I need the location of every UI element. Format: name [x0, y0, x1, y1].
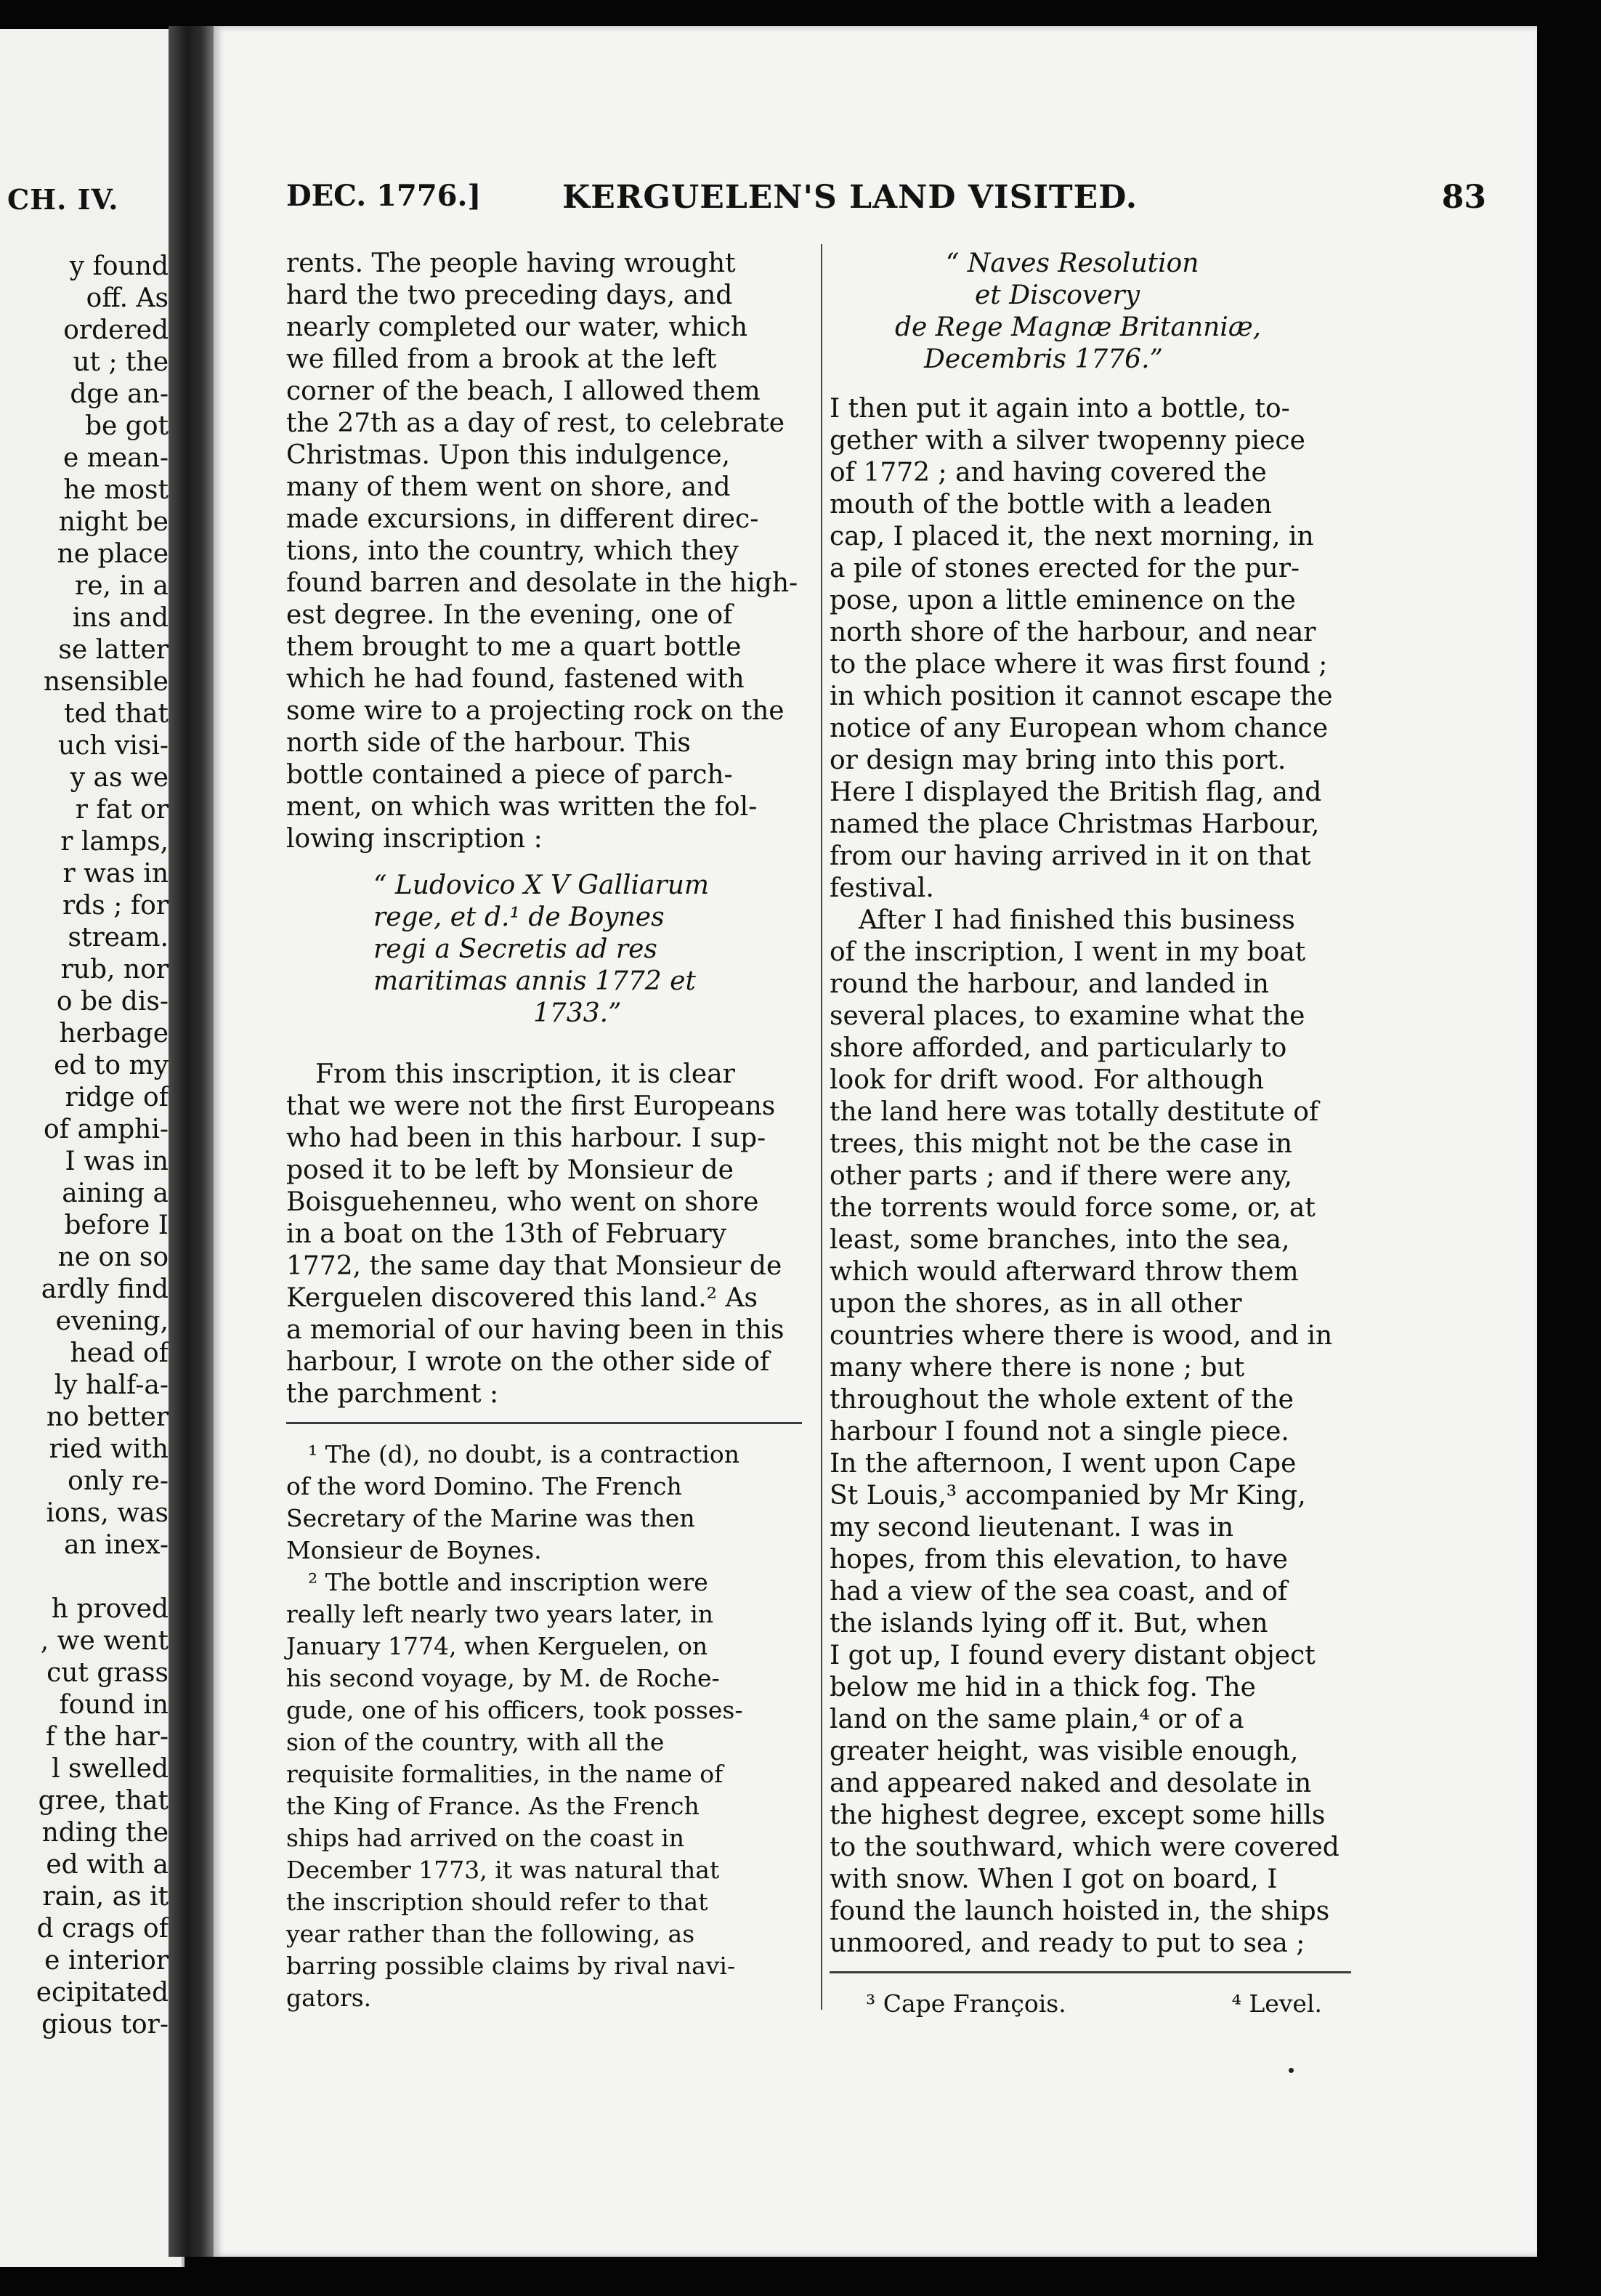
text-line: throughout the whole extent of the [830, 1385, 1294, 1415]
left-page-line: gious tor- [41, 2010, 169, 2040]
left-page-line: be got [85, 411, 169, 441]
inscription-line: “ Naves Resolution [946, 248, 1199, 278]
text-line: several places, to examine what the [830, 1001, 1305, 1031]
left-page-line: of amphi- [44, 1115, 169, 1144]
left-page-line: re, in a [74, 571, 169, 601]
latin-inscription-french [286, 870, 802, 1030]
text-line: the land here was totally destitute of [830, 1097, 1319, 1127]
text-line: in a boat on the 13th of February [286, 1219, 726, 1249]
text-line: greater height, was visible enough, [830, 1737, 1299, 1766]
text-line: land on the same plain,⁴ or of a [830, 1705, 1244, 1734]
text-line: to the place where it was first found ; [830, 650, 1328, 679]
text-line: hopes, from this elevation, to have [830, 1545, 1288, 1575]
text-line: many where there is none ; but [830, 1353, 1245, 1383]
left-column-paragraph-1 [286, 248, 802, 855]
left-page-line: rain, as it [42, 1882, 169, 1912]
left-page-line: off. As [86, 283, 169, 313]
footnote-line: Monsieur de Boynes. [286, 1536, 542, 1564]
left-page-line: r fat or [75, 795, 169, 825]
inscription-line: “ Ludovico X V Galliarum [373, 870, 710, 900]
left-page-line: he most [63, 475, 169, 505]
left-page-line: herbage [59, 1019, 169, 1048]
text-line: the 27th as a day of rest, to celebrate [286, 408, 785, 438]
left-page-line: ins and [72, 603, 169, 633]
footnote-line: ¹ The (d), no doubt, is a contraction [308, 1440, 739, 1468]
text-line: the torrents would force some, or, at [830, 1193, 1316, 1223]
footnotes-1-2 [286, 1439, 802, 2014]
left-page-line: uch visi- [58, 731, 169, 761]
page-number: 83 [1441, 179, 1486, 216]
text-line: some wire to a projecting rock on the [286, 696, 785, 726]
running-head-title: KERGUELEN'S LAND VISITED. [562, 179, 1138, 216]
footnote-line: requisite formalities, in the name of [286, 1760, 724, 1788]
text-line: gether with a silver twopenny piece [830, 426, 1305, 456]
text-line: round the harbour, and landed in [830, 969, 1269, 999]
footnote-rule-right [830, 1971, 1351, 1973]
text-line: named the place Christmas Harbour, [830, 809, 1320, 839]
left-page-line: ted that [64, 699, 169, 729]
text-line: tions, into the country, which they [286, 536, 739, 566]
footnote-line: gators. [286, 1984, 372, 2012]
left-page-line: only re- [68, 1466, 169, 1496]
text-line: of the inscription, I went in my boat [830, 937, 1306, 967]
footnote-line: Secretary of the Marine was then [286, 1504, 695, 1532]
text-line: from our having arrived in it on that [830, 841, 1311, 871]
text-line: of 1772 ; and having covered the [830, 458, 1267, 488]
left-page [0, 29, 185, 2267]
footnote-line: sion of the country, with all the [286, 1728, 665, 1756]
text-line: a pile of stones erected for the pur- [830, 554, 1300, 583]
text-line: Boisguehenneu, who went on shore [286, 1187, 759, 1217]
footnote-line: year rather than the following, as [286, 1920, 695, 1948]
left-page-line: nsensible [43, 667, 169, 697]
text-line: I got up, I found every distant object [830, 1641, 1316, 1670]
left-page-line: found in [59, 1690, 169, 1720]
text-line: Here I displayed the British flag, and [830, 777, 1322, 807]
footnote-line: gude, one of his officers, took posses- [286, 1696, 743, 1724]
inscription-line: maritimas annis 1772 et [373, 966, 696, 996]
text-line: lowing inscription : [286, 824, 543, 854]
left-page-line: y as we [70, 763, 169, 793]
inscription-line: Decembris 1776.” [924, 344, 1163, 374]
text-line: est degree. In the evening, one of [286, 600, 733, 630]
left-page-line: y found [69, 251, 169, 281]
footnote-3: ³ Cape François. [866, 1989, 1066, 2018]
left-page-line: aining a [62, 1179, 169, 1208]
left-page-line: se latter [58, 635, 169, 665]
text-line: harbour, I wrote on the other side of [286, 1347, 770, 1377]
left-page-line: ed to my [54, 1051, 169, 1080]
text-line: which would afterward throw them [830, 1257, 1299, 1287]
footnote-line: January 1774, when Kerguelen, on [286, 1632, 708, 1660]
text-line: found the launch hoisted in, the ships [830, 1896, 1330, 1926]
text-line: north side of the harbour. This [286, 728, 691, 758]
text-line: or design may bring into this port. [830, 745, 1286, 775]
inscription-line: regi a Secretis ad res [373, 934, 657, 964]
text-line: had a view of the sea coast, and of [830, 1577, 1288, 1606]
text-line: After I had finished this business [859, 905, 1295, 935]
footnote-line: ships had arrived on the coast in [286, 1824, 685, 1852]
left-page-line: evening, [55, 1306, 169, 1336]
left-page-line: no better [46, 1402, 169, 1432]
right-column [830, 248, 1351, 2020]
left-page-line: ut ; the [73, 347, 169, 377]
text-line: many of them went on shore, and [286, 472, 731, 502]
left-page-line: stream. [68, 923, 169, 953]
left-page-line: before I [64, 1210, 169, 1240]
right-column-paragraph-1 [830, 393, 1351, 905]
footnote-line: ² The bottle and inscription were [308, 1568, 708, 1596]
text-line: shore afforded, and particularly to [830, 1033, 1287, 1063]
left-page-line: ordered [63, 315, 169, 345]
footnote-line: his second voyage, by M. de Roche- [286, 1664, 720, 1692]
left-page-line: r lamps, [60, 827, 169, 857]
footnote-line: December 1773, it was natural that [286, 1856, 720, 1884]
text-line: who had been in this harbour. I sup- [286, 1123, 766, 1153]
text-line: the islands lying off it. But, when [830, 1609, 1268, 1638]
footnote-line: really left nearly two years later, in [286, 1600, 714, 1628]
text-line: mouth of the bottle with a leaden [830, 490, 1272, 520]
inscription-line: de Rege Magnæ Britanniæ, [895, 312, 1262, 342]
text-line: the parchment : [286, 1379, 499, 1409]
text-line: them brought to me a quart bottle [286, 632, 742, 662]
text-line: trees, this might not be the case in [830, 1129, 1293, 1159]
text-line: ment, on which was written the fol- [286, 792, 758, 822]
left-page-line: ecipitated [36, 1978, 169, 2008]
left-page-line: an inex- [64, 1530, 169, 1560]
left-page-line: d crags of [36, 1914, 169, 1944]
inscription-line: rege, et d.¹ de Boynes [373, 902, 665, 932]
text-line: notice of any European whom chance [830, 714, 1329, 743]
left-page-line: ardly find [41, 1274, 169, 1304]
inscription-line: 1733.” [533, 998, 622, 1028]
text-line: a memorial of our having been in this [286, 1315, 785, 1345]
text-line: In the afternoon, I went upon Cape [830, 1449, 1297, 1479]
inscription-line: et Discovery [975, 280, 1140, 310]
left-page-line: h proved [51, 1594, 169, 1624]
text-line: bottle contained a piece of parch- [286, 760, 733, 790]
text-line: in which position it cannot escape the [830, 682, 1333, 711]
left-page-line: ions, was [46, 1498, 169, 1528]
left-page-line: ried with [49, 1434, 169, 1464]
right-page [214, 26, 1537, 2257]
left-page-line: ed with a [46, 1850, 169, 1880]
text-line: countries where there is wood, and in [830, 1321, 1333, 1351]
text-line: look for drift wood. For although [830, 1065, 1264, 1095]
left-page-line: e mean- [62, 443, 169, 473]
left-page-line: I was in [65, 1147, 169, 1176]
left-page-line: rds ; for [62, 891, 169, 921]
footnote-line: barring possible claims by rival navi- [286, 1952, 736, 1980]
left-page-line [0, 1561, 169, 1593]
text-line: harbour I found not a single piece. [830, 1417, 1289, 1447]
left-page-header: CH. IV. [7, 183, 119, 216]
column-rule [821, 244, 822, 2010]
left-page-line: , we went [40, 1626, 169, 1656]
left-page-line: nding the [41, 1818, 169, 1848]
text-line: pose, upon a little eminence on the [830, 586, 1296, 615]
text-line: posed it to be left by Monsieur de [286, 1155, 734, 1185]
text-line: and appeared naked and desolate in [830, 1769, 1312, 1798]
footnote-line: the King of France. As the French [286, 1792, 700, 1820]
text-line: which he had found, fastened with [286, 664, 745, 694]
footnote-line: of the word Domino. The French [286, 1472, 682, 1500]
text-line: From this inscription, it is clear [315, 1059, 735, 1089]
text-line: with snow. When I got on board, I [830, 1864, 1278, 1894]
text-line: that we were not the first Europeans [286, 1091, 776, 1121]
text-line: unmoored, and ready to put to sea ; [830, 1928, 1305, 1958]
latin-inscription-british [830, 248, 1351, 376]
left-page-line: r was in [62, 859, 169, 889]
text-line: to the southward, which were covered [830, 1832, 1339, 1862]
left-page-line: cut grass [46, 1658, 169, 1688]
left-page-line: head of [70, 1338, 169, 1368]
text-line: my second lieutenant. I was in [830, 1513, 1234, 1543]
text-line: nearly completed our water, which [286, 312, 748, 342]
left-column [286, 248, 802, 2014]
text-line: hard the two preceding days, and [286, 280, 733, 310]
text-line: festival. [830, 873, 934, 903]
text-line: the highest degree, except some hills [830, 1800, 1326, 1830]
left-page-line: ne on so [57, 1242, 169, 1272]
footnote-rule [286, 1422, 802, 1424]
left-page-line: f the har- [45, 1722, 169, 1752]
left-page-line: night be [58, 507, 169, 537]
left-page-line: ly half-a- [54, 1370, 169, 1400]
left-page-line: dge an- [70, 379, 169, 409]
running-head-date: DEC. 1776.] [286, 179, 482, 213]
book-gutter [169, 26, 215, 2257]
text-line: Christmas. Upon this indulgence, [286, 440, 731, 470]
right-column-paragraph-2 [830, 905, 1351, 1960]
left-page-line: ne place [57, 539, 169, 569]
left-page-line: rub, nor [60, 955, 169, 985]
left-page-line: gree, that [38, 1786, 169, 1816]
text-line: corner of the beach, I allowed them [286, 376, 761, 406]
text-line: below me hid in a thick fog. The [830, 1673, 1256, 1702]
left-page-line: o be dis- [56, 987, 169, 1016]
left-page-line: l swelled [52, 1754, 169, 1784]
text-line: other parts ; and if there were any, [830, 1161, 1293, 1191]
footnote-4: ⁴ Level. [1231, 1989, 1322, 2018]
text-line: Kerguelen discovered this land.² As [286, 1283, 758, 1313]
text-line: north shore of the harbour, and near [830, 618, 1316, 647]
text-line: St Louis,³ accompanied by Mr King, [830, 1481, 1306, 1511]
text-line: found barren and desolate in the high- [286, 568, 798, 598]
text-line: upon the shores, as in all other [830, 1289, 1242, 1319]
text-line: cap, I placed it, the next morning, in [830, 522, 1314, 551]
left-column-paragraph-2 [286, 1059, 802, 1410]
text-line: 1772, the same day that Monsieur de [286, 1251, 782, 1281]
text-line: I then put it again into a bottle, to- [830, 394, 1290, 424]
left-page-text [0, 251, 169, 2041]
text-line: least, some branches, into the sea, [830, 1225, 1290, 1255]
text-line: rents. The people having wrought [286, 248, 736, 278]
print-speck [1289, 2068, 1294, 2073]
text-line: made excursions, in different direc- [286, 504, 759, 534]
footnotes-3-4 [830, 1988, 1351, 2020]
text-line: we filled from a brook at the left [286, 344, 717, 374]
left-page-line: ridge of [65, 1083, 169, 1112]
left-page-line: e interior [44, 1946, 169, 1976]
footnote-line: the inscription should refer to that [286, 1888, 708, 1916]
